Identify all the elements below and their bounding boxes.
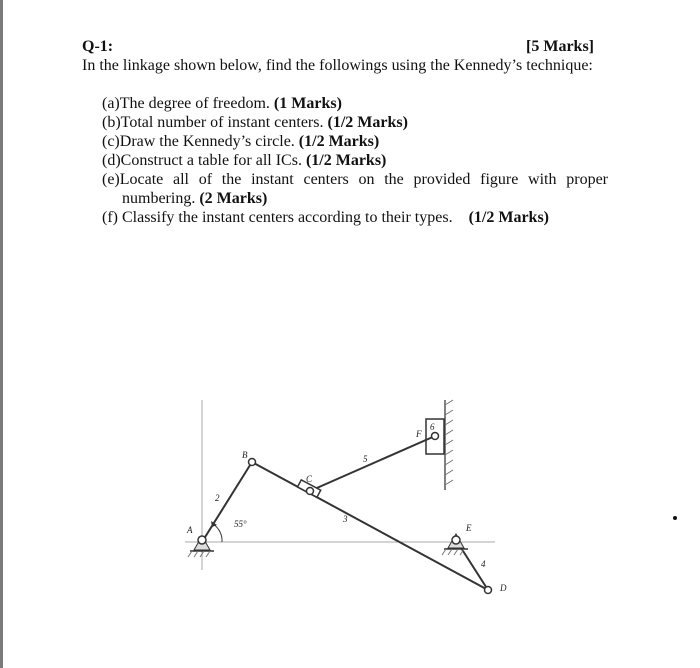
item-label: (d)Construct a table for all ICs. — [102, 152, 302, 169]
question-intro: In the linkage shown below, find the followings using the Kennedy’s technique: — [82, 57, 593, 74]
question-header — [82, 37, 594, 57]
question-items — [102, 94, 608, 227]
item-marks: (1/2 Marks) — [298, 133, 380, 150]
item-label: (f) Classify the instant centers according to their types. — [102, 209, 453, 226]
label-a: A — [187, 525, 193, 535]
label-angle: 55° — [234, 519, 247, 529]
item-label: (c)Draw the Kennedy’s circle. — [102, 133, 295, 150]
item-marks: (2 Marks) — [199, 190, 268, 207]
page-edge — [0, 0, 3, 668]
item-d — [102, 151, 608, 170]
question-marks: [5 Marks] — [526, 38, 594, 55]
item-f — [102, 208, 608, 227]
wall-ground — [445, 400, 453, 490]
joint-a — [198, 536, 206, 544]
label-e: E — [466, 523, 472, 533]
item-marks: (1/2 Marks) — [327, 114, 408, 131]
label-link-5: 5 — [363, 454, 368, 464]
joint-e — [452, 536, 460, 544]
angle-arc — [213, 524, 222, 542]
label-link-4: 4 — [481, 559, 486, 569]
joint-c — [307, 488, 314, 495]
joint-d — [485, 587, 492, 594]
item-b — [102, 113, 608, 132]
figure-labels — [186, 422, 507, 593]
item-marks: (1/2 Marks) — [305, 152, 387, 169]
stray-dot — [673, 516, 677, 520]
item-marks: (1/2 Marks) — [468, 209, 549, 226]
label-f: F — [416, 429, 422, 439]
item-label: (e)Locate all of the instant centers on the provided figure with proper numbering. — [102, 171, 608, 207]
label-c: C — [306, 474, 313, 484]
label-b: B — [242, 450, 248, 460]
reference-lines — [185, 400, 495, 570]
item-c — [102, 132, 608, 151]
label-link-6: 6 — [430, 422, 435, 432]
linkage-figure — [170, 395, 530, 610]
joint-f — [432, 433, 439, 440]
label-d: D — [500, 583, 507, 593]
item-e — [102, 170, 608, 208]
item-label: (a)The degree of freedom. — [102, 95, 270, 112]
link-3 — [252, 462, 488, 590]
item-a — [102, 94, 608, 113]
question-number: Q-1: — [82, 38, 114, 55]
item-marks: (1 Marks) — [273, 95, 342, 112]
label-link-2: 2 — [215, 493, 220, 503]
link-5 — [310, 436, 435, 491]
joint-b — [249, 459, 256, 466]
link-2 — [202, 462, 252, 542]
label-link-3: 3 — [343, 514, 348, 524]
item-label: (b)Total number of instant centers. — [102, 114, 324, 131]
